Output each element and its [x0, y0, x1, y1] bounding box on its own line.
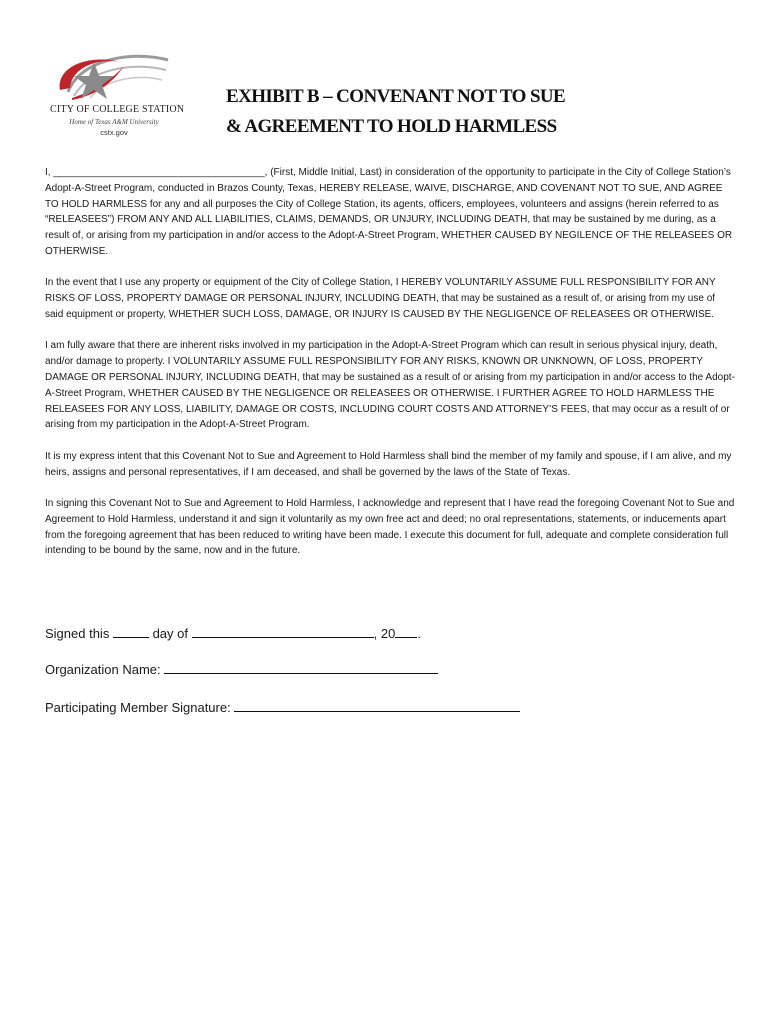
title-line-1: EXHIBIT B – CONVENANT NOT TO SUE [226, 86, 566, 107]
member-signature-label: Participating Member Signature: [45, 700, 231, 715]
member-signature-field[interactable] [234, 698, 520, 712]
year-prefix: , 20 [373, 626, 396, 641]
organization-name-line [45, 660, 438, 677]
member-signature-line [45, 698, 520, 715]
paragraph-release: I, ______________________________________, (First, Middle Initial, Last) in consideration of the opportunity to participate in the City of College Station’s Adopt-A-Street Program, conducted in Brazos County, Texas, HEREBY RELEASE, WAIVE, DISCHARGE, AND COVENANT NOT TO SUE, AND AGREE TO HOLD HARMLESS for any and all purposes the City of College Station, its agents, officers, employees, volunteers and assigns (herein referred to as “RELEASEES”) FROM ANY AND ALL LIABILITIES, CLAIMS, DEMANDS, OR UNJURY, INCLUDING DEATH, that may be sustained by me during, as a result of, or arising from my participation in and/or access to the Adopt-A-Street Program, WHETHER CAUSED BY NEGILENCE OF THE RELEASEES OR OTHERWISE. [45, 167, 733, 257]
month-field[interactable] [192, 624, 374, 638]
paragraph-acknowledge: In signing this Covenant Not to Sue and Agreement to Hold Harmless, I acknowledge and represent that I have read the foregoing Covenant Not to Sue and Agreement to Hold Harmless, understand it and sign it voluntarily as my own free act and deed; no oral representations, statements, or inducements apart from the foregoing agreement that has been reduced to writing have been made. I execute this document for full, adequate and complete consideration full intending to be bound by the same, now and in the future. [45, 497, 735, 557]
year-field[interactable] [395, 624, 417, 638]
day-number-field[interactable] [113, 624, 149, 638]
star-swoosh-icon [50, 52, 178, 108]
signed-prefix: Signed this [45, 626, 110, 641]
organization-name-label: Organization Name: [45, 662, 161, 677]
logo-url: cstx.gov [100, 128, 128, 137]
logo-tagline: Home of Texas A&M University [69, 118, 159, 126]
title-line-2: & AGREEMENT TO HOLD HARMLESS [226, 116, 557, 137]
year-suffix: . [417, 626, 421, 641]
city-logo [50, 52, 185, 138]
paragraph-risks: I am fully aware that there are inherent risks involved in my participation in the Adopt-A-Street Program which can result in serious physical injury, death, and/or damage to property. I VOLUNTARILY ASSUME FULL RESPONSIBILITY FOR ANY RISKS, KNOWN OR UNKNOWN, OF LOSS, PROPERTY DAMAGE OR PERSONAL INJURY, INCLUDING DEATH, that may be sustained as a result of or arising from my participation in and/or access to the Adopt-A-Street Program, WHETHER CAUSED BY THE NEGLIGENCE OR RELEASEES OR OTHERWISE. I FURTHER AGREE TO HOLD HARMLESS THE RELEASEES FOR ANY LOSS, LIABILITY, DAMAGE OR COSTS, INCLUDING COURT COSTS AND ATTORNEY’S FEES, that may occur as a result of or arising from my participation in the Adopt-A-Street Program. [45, 340, 735, 431]
organization-name-field[interactable] [164, 660, 438, 674]
signed-date-line [45, 624, 421, 641]
paragraph-intent: It is my express intent that this Covenant Not to Sue and Agreement to Hold Harmless shall bind the member of my family and spouse, if I am alive, and my heirs, assigns and personal representatives, if I am deceased, and shall be governed by the laws of the State of Texas. [45, 450, 732, 478]
paragraph-equipment: In the event that I use any property or equipment of the City of College Station, I HEREBY VOLUNTARILY ASSUME FULL RESPONSIBILITY FOR ANY RISKS OF LOSS, PROPERTY DAMAGE OR PERSONAL INJURY, INCLUDING DEATH, that may be sustained as a result of, or arising from my use of said equipment or property, WHETHER SUCH LOSS, DAMAGE, OR INJURY IS CAUSED BY THE NEGLIGENCE OF RELEASEES OR OTHERWISE. [45, 277, 716, 320]
logo-city-name: CITY OF COLLEGE STATION [50, 104, 185, 115]
agreement-body [45, 165, 735, 575]
document-title [226, 82, 706, 142]
day-of-label: day of [152, 626, 188, 641]
